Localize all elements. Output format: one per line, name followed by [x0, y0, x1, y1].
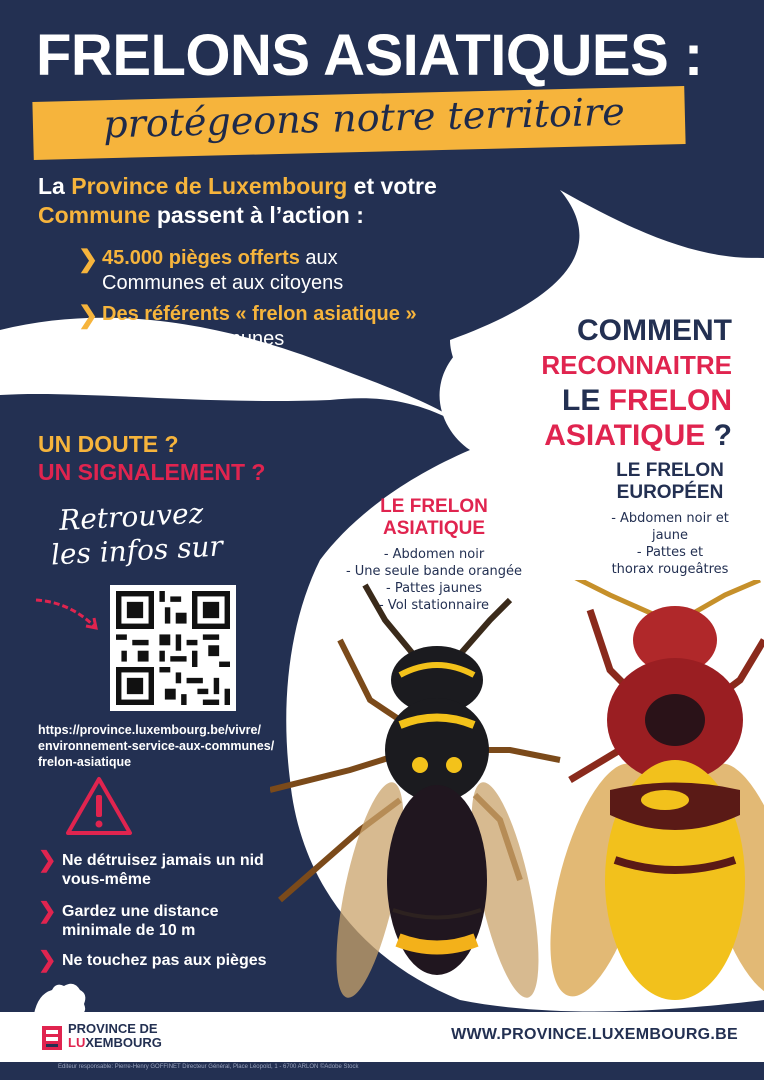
- identify-heading: COMMENT RECONNAITRE LE FRELON ASIATIQUE ?: [541, 314, 732, 452]
- crest-icon: [30, 980, 90, 1016]
- asian-hornet-title: LE FRELON ASIATIQUE: [380, 496, 488, 539]
- qr-code-image: [116, 591, 230, 705]
- arrow-icon: [34, 592, 104, 636]
- european-hornet-image: [530, 580, 764, 1006]
- european-hornet-traits: - Abdomen noir et jaune - Pattes et thorax rougeâtres: [611, 511, 729, 577]
- asian-hornet-image: [270, 585, 560, 1003]
- page-subtitle: protégeons notre territoire: [102, 89, 626, 147]
- info-url[interactable]: https://province.luxembourg.be/vivre/ environnement-service-aux-communes/ frelon-asiatique: [38, 723, 275, 769]
- chevron-right-icon: ❯: [78, 302, 99, 329]
- editor-credit: Editeur responsable: Pierre-Henry GOFFINET Directeur Général, Place Léopold, 1 - 6700 ARLON ©Adobe Stock: [58, 1064, 359, 1070]
- rule-keep-distance: ❯ Gardez une distance minimale de 10 m: [38, 898, 219, 939]
- intro-bullet-referents: ❯ Des référents « frelon asiatique » dans les Communes: [78, 302, 417, 350]
- european-hornet-title: LE FRELON EUROPÉEN: [616, 460, 724, 503]
- hornets-illustration: [270, 580, 764, 1012]
- intro-text: La Province de Luxembourg et votre Commune passent à l’action :: [38, 173, 437, 228]
- province-logo-icon: [40, 1022, 64, 1054]
- chevron-right-icon: ❯: [78, 246, 99, 273]
- page-title: FRELONS ASIATIQUES :: [36, 23, 703, 88]
- chevron-right-icon: ❯: [38, 947, 57, 972]
- asian-hornet-traits: - Abdomen noir - Une seule bande orangée - Pattes jaunes - Vol stationnaire: [345, 547, 523, 613]
- website-link[interactable]: WWW.PROVINCE.LUXEMBOURG.BE: [451, 1026, 738, 1043]
- chevron-right-icon: ❯: [38, 847, 57, 872]
- intro-bullet-traps: ❯ 45.000 pièges offerts aux Communes et aux citoyens: [78, 246, 344, 294]
- rule-no-touch-traps: ❯ Ne touchez pas aux pièges: [38, 947, 267, 972]
- handwritten-cta: Retrouvez les infos sur: [50, 496, 224, 572]
- warning-icon: [64, 775, 134, 837]
- rule-no-destroy-nest: ❯ Ne détruisez jamais un nid vous-même: [38, 847, 264, 888]
- chevron-right-icon: ❯: [38, 898, 57, 923]
- province-logo-text: PROVINCE DE LUXEMBOURG: [68, 1021, 162, 1050]
- report-heading: UN DOUTE ? UN SIGNALEMENT ?: [38, 431, 266, 485]
- qr-code[interactable]: [110, 585, 236, 711]
